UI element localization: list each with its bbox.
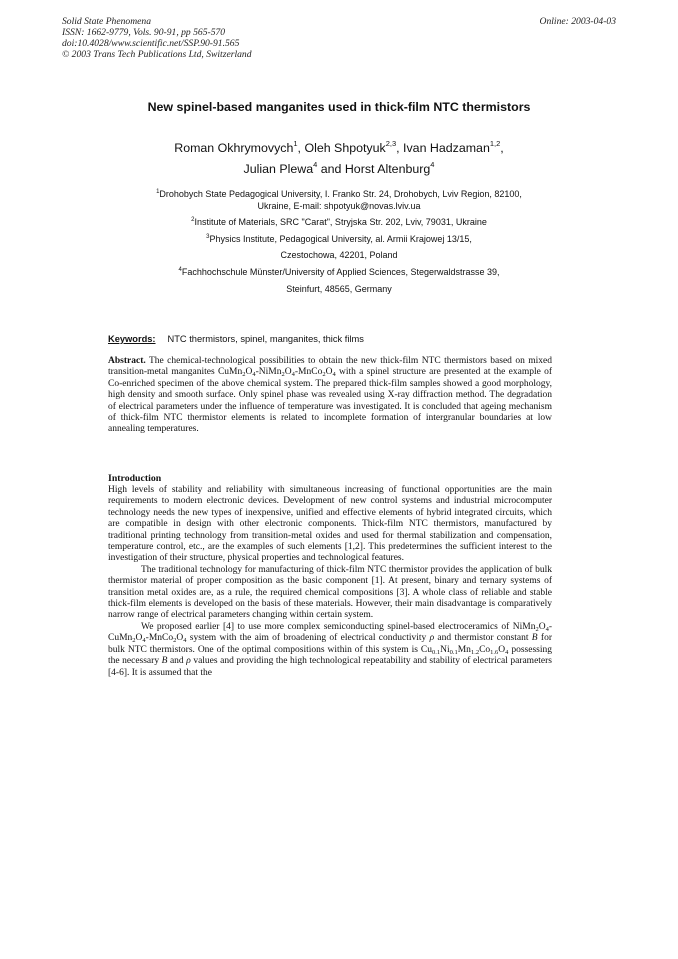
- author-affil-sup: 1: [293, 139, 298, 148]
- author-line-1: Roman Okhrymovych$^1$, Oleh Shpotyuk$^{2,3}$, Ivan Hadzaman$^{1,2}$,: [174, 139, 504, 155]
- abstract: Abstract. The chemical-technological possibilities to obtain the new thick-film NTC thermistors based on mixed transition-metal manganites $CuMn_2O_4-NiMn_2O_4-MnCo_2O_4$ with a spinel structure are presented at the example of Co-enriched specimen of the above chemical system. The prepared thick-film samples showed a good morphology, high density and smooth surface. Only spinel phase was revealed using X-ray diffraction method. The degradation of electrical parameters under the influence of temperature was investigated. It is concluded that ageing mechanism of thick-film NTC thermistor elements is related to incomplete formation of intergranular boundaries at low annealing temperatures.: [108, 356, 552, 435]
- author-affil-sup: 2,3: [385, 139, 397, 148]
- affiliation-3: $^3$Physics Institute, Pedagogical University, al. Armii Krajowej 13/15, Czestochowa, 42201, Poland: [206, 233, 472, 261]
- issn-line: ISSN: 1662-9779, Vols. 90-91, pp 565-570: [62, 27, 226, 38]
- doi-line[interactable]: doi:10.4028/www.scientific.net/SSP.90-91.565: [62, 38, 240, 49]
- abstract-label: Abstract.: [108, 356, 146, 366]
- author-name: Horst Altenburg: [344, 162, 431, 176]
- affiliation-1: $^1$Drohobych State Pedagogical University, I. Franko Str. 24, Drohobych, Lviv Region, 82100, Ukraine, E-mail: shpotyuk@novas.lviv.ua: [90, 189, 588, 212]
- affiliation-4: $^4$Fachhochschule Münster/University of Applied Sciences, Stegerwaldstrasse 39, Steinfurt, 48565, Germany: [178, 266, 500, 294]
- author-affil-sup: 1,2: [489, 139, 501, 148]
- paper-title: New spinel-based manganites used in thick-film NTC thermistors: [147, 100, 531, 114]
- keywords-text: NTC thermistors, spinel, manganites, thick films: [167, 334, 364, 344]
- affiliations: [90, 189, 588, 295]
- journal-header: [62, 16, 442, 60]
- author-affil-sup: 4: [430, 160, 435, 169]
- author-name: Roman Okhrymovych: [174, 141, 294, 155]
- author-list: [0, 138, 678, 180]
- paragraph: We proposed earlier [4] to use more complex semiconducting spinel-based electroceramics of $NiMn_2O_4-CuMn_2O_4-MnCo_2O_4$ system with the aim of broadening of electrical conductivity ρ and thermistor constant B for bulk NTC thermistors. One of the optimal compositions within of this system is $Cu_{0.1}Ni_{0.1}Mn_{1.2}Co_{1.6}O_4$ possessing the necessary B and ρ values and providing the high technological repeatability and stability of electrical parameters [4-6]. It is assumed that the: [108, 621, 553, 678]
- author-affil-sup: 4: [313, 160, 318, 169]
- author-name: Ivan Hadzaman: [403, 141, 490, 155]
- author-name: Julian Plewa: [243, 162, 314, 176]
- affiliation-2: $^2$Institute of Materials, SRC "Carat", Stryjska Str. 202, Lviv, 79031, Ukraine: [191, 217, 487, 228]
- paragraph: High levels of stability and reliability with simultaneous increasing of functional opportunities are the main requirements to modern electronic devices. Development of new control systems and industrial microcomputer technology needs the new types of inexpensive, unified and effective elements of hybrid integrated circuits, which are compatible in design with other electronic components. Thick-film NTC thermistors, manufactured by traditional printing technology from transition-metal oxides and used for thermal stabilization and compensation, temperature control, etc., are the examples of such elements [1,2]. This predetermines the sufficient interest to the investigation of their structure, physical properties and technological features.: [108, 485, 552, 564]
- journal-name: Solid State Phenomena: [62, 16, 151, 27]
- affiliation-email: Ukraine, E-mail: shpotyuk@novas.lviv.ua: [257, 200, 421, 211]
- keywords: [108, 334, 578, 344]
- section-heading-introduction: Introduction: [108, 473, 162, 484]
- copyright-line: © 2003 Trans Tech Publications Ltd, Switzerland: [62, 49, 252, 60]
- introduction-body: [108, 485, 552, 679]
- author-line-2: Julian Plewa$^4$ and Horst Altenburg$^4$: [243, 160, 435, 176]
- author-name: Oleh Shpotyuk: [304, 141, 386, 155]
- keywords-label: Keywords:: [108, 334, 156, 344]
- paragraph: The traditional technology for manufacturing of thick-film NTC thermistor provides the application of bulk thermistor material of proper composition as the basic component [1]. At present, binary and ternary systems of transition metal oxides are, as a rule, the required chemical compositions [3]. A whole class of reliable and stable thick-film elements is developed on the basis of these materials. However, their main disadvantage is comparatively narrow range of electrical parameters changing within certain system.: [108, 564, 552, 621]
- online-date: Online: 2003-04-03: [539, 16, 616, 27]
